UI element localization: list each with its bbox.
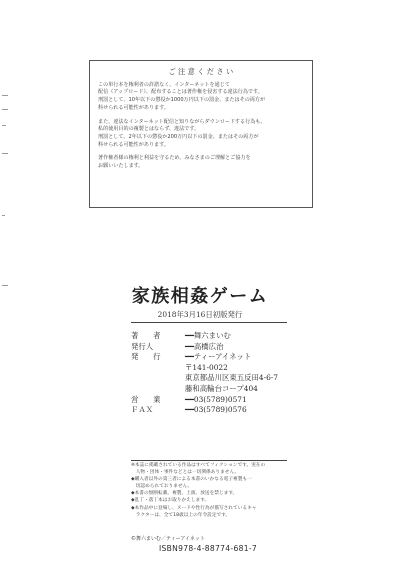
- colophon-details: [131, 331, 301, 416]
- note-line: ◆購入者以外の第三者による本書のいかなる電子複製も一: [131, 477, 252, 483]
- address-postcode: 〒141-0022: [185, 362, 228, 372]
- copyright-line: ©舞六まいむ／ティーアイネット: [131, 536, 205, 542]
- isbn: ISBN978-4-88774-681-7: [159, 544, 258, 553]
- scan-edge-marks: [0, 95, 14, 395]
- edition-date: 2018年3月16日初版発行: [157, 310, 243, 319]
- note-line: ※本誌に掲載されている作品はすべてフィクションです。実在の: [131, 463, 266, 468]
- note-line: 人物・団体・事件などとは一切関係ありません。: [131, 470, 240, 476]
- note-line: ◆本作品中に登場し、ヌードや性行為が描写されているキャ: [131, 505, 257, 511]
- notice-title: ご注意ください: [168, 67, 236, 76]
- sales-value: ━━03(5789)0571: [185, 394, 247, 404]
- divider-top: [131, 322, 287, 323]
- notice-paragraph-2: また、違法なインターネット配信と知りながらダウンロードする行為も、 私的使用目的の複製とはならず、違法です。 刑罰として、2年以下の懲役か200万円以下の罰金、またはその両方が 科せられる可能性があります。: [98, 118, 266, 148]
- author-label: 著 者: [131, 331, 161, 340]
- address-line-2: 藤和高輪台コープ404: [185, 383, 258, 393]
- address-line-1: 東京都品川区東五反田4-6-7: [185, 373, 279, 383]
- note-line: ◆乱丁・落丁本はお取りかえします。: [131, 498, 210, 504]
- sales-row: [131, 395, 301, 406]
- fax-value: ━━03(5789)0576: [185, 405, 247, 415]
- author-row: [131, 331, 301, 342]
- fax-label: ＦＡＸ: [131, 405, 154, 415]
- notice-paragraph-1: この単行本を権利者の許諾なく、インターネットを通じて 配信（アップロード）、配布することは著作権を侵害する違法行為です。 刑罰として、10年以下の懲役か1000万円以下の罰金、またはその両方が 科せられる可能性があります。: [98, 81, 266, 111]
- sales-label: 営 業: [131, 394, 161, 404]
- publisher-row: [131, 352, 301, 363]
- book-title: 家族相姦ゲーム: [131, 286, 269, 307]
- note-line: ◆本書の無断転載、複製、上演、放送を禁じます。: [131, 491, 238, 497]
- publisher-label: 発 行: [131, 352, 161, 362]
- divider-bottom: [131, 460, 287, 461]
- notice-paragraph-3: 著作権者様の権利と利益を守るため、みなさまのご理解とご協力を お願いいたします。: [98, 155, 251, 170]
- note-line: 切認められておりません。: [131, 484, 193, 490]
- note-line: ラクターは、全て18歳以上の年令設定です。: [131, 512, 231, 518]
- fax-row: [131, 405, 301, 416]
- publisher-person-row: [131, 342, 301, 353]
- author-value: ━━舞六まいむ: [185, 331, 231, 340]
- publisher-person-label: 発行人: [131, 341, 154, 351]
- publisher-value: ━━ティーアイネット: [185, 352, 252, 362]
- publisher-person-value: ━━高橋広治: [185, 341, 224, 351]
- copyright-notice-box: [89, 60, 313, 208]
- legal-notes: [131, 462, 291, 519]
